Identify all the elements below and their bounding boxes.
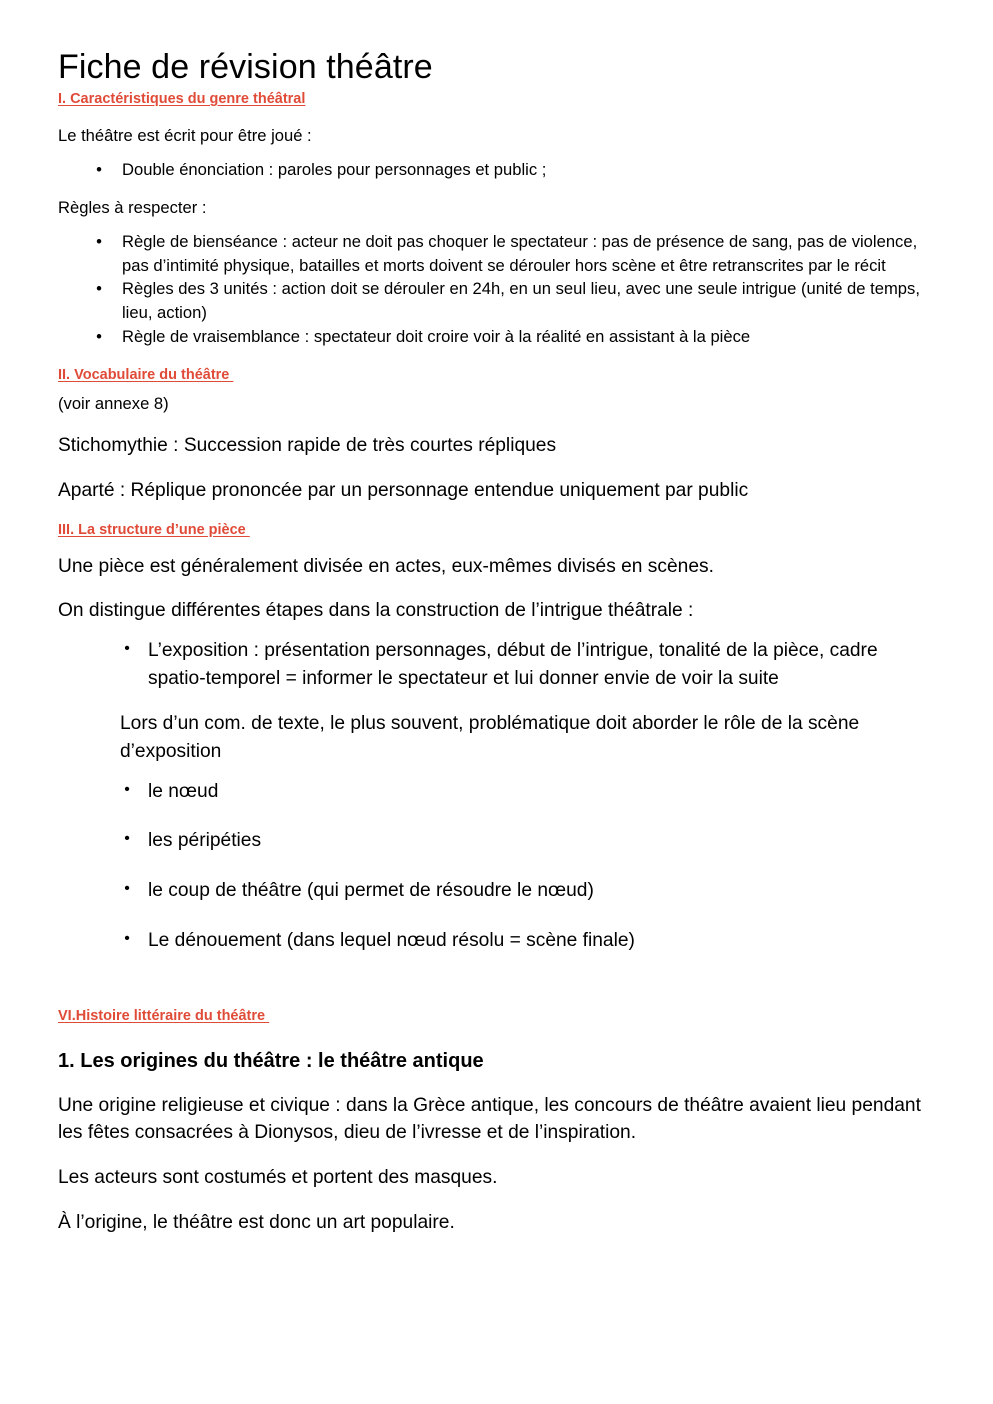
- list-item-label: Le dénouement (dans lequel nœud résolu = scène finale): [148, 930, 635, 952]
- list-item-label: Règle de bienséance : acteur ne doit pas choquer le spectateur : pas de présence de sang, pas de violence, pas d’intimité physique, batailles et morts doivent se dérouler hors scène et être retranscrites par le récit: [122, 232, 918, 275]
- list-item: [58, 827, 935, 855]
- section-6-para-3: À l’origine, le théâtre est donc un art populaire.: [58, 1212, 455, 1234]
- list-item-label: L’exposition : présentation personnages, début de l’intrigue, tonalité de la pièce, cadre spatio-temporel = informer le spectateur et lui donner envie de voir la suite: [148, 640, 878, 690]
- section-1-bullet-list-2: [58, 230, 935, 348]
- list-item: [58, 277, 935, 324]
- bullet-icon: •: [124, 930, 130, 948]
- vocab-entry-stichomythie: Stichomythie : Succession rapide de très courtes répliques: [58, 435, 557, 457]
- section-6-subheading: 1. Les origines du théâtre : le théâtre antique: [58, 1049, 484, 1072]
- bullet-icon: •: [124, 880, 130, 898]
- section-6-para-2: Les acteurs sont costumés et portent des masques.: [58, 1167, 498, 1189]
- list-item: [58, 778, 935, 806]
- section-2-annexe-note: (voir annexe 8): [58, 393, 169, 413]
- section-heading-2: II. Vocabulaire du théâtre: [58, 367, 234, 384]
- bullet-icon: •: [124, 780, 130, 798]
- list-item-label: les péripéties: [148, 830, 262, 852]
- section-3-exposition-list: [58, 637, 935, 693]
- list-item: [58, 877, 935, 905]
- page-title: Fiche de révision théâtre: [58, 48, 433, 86]
- empty-paragraph-spacer: [58, 955, 935, 985]
- section-heading-6-wrap: [58, 1007, 935, 1027]
- vocab-entry-aparte: Aparté : Réplique prononcée par un personnage entendue uniquement par public: [58, 480, 749, 502]
- bullet-icon: •: [96, 160, 102, 180]
- section-heading-3-wrap: [58, 521, 935, 541]
- list-item-label: Double énonciation : paroles pour personnages et public ;: [122, 160, 547, 180]
- section-1-rules-lead: Règles à respecter :: [58, 197, 207, 217]
- section-heading-3: III. La structure d’une pièce: [58, 521, 250, 538]
- section-6-para-1: Une origine religieuse et civique : dans la Grèce antique, les concours de théâtre avaient lieu pendant les fêtes consacrées à Dionysos, dieu de l’ivresse et de l’inspiration.: [58, 1094, 921, 1144]
- list-item: [58, 927, 935, 955]
- section-1-intro: Le théâtre est écrit pour être joué :: [58, 125, 312, 145]
- list-item: [58, 637, 935, 693]
- section-3-para-2: On distingue différentes étapes dans la construction de l’intrigue théâtrale :: [58, 600, 694, 622]
- section-1-bullet-list-1: [58, 158, 935, 182]
- bullet-icon: •: [96, 326, 102, 346]
- list-item-label: le coup de théâtre (qui permet de résoudre le nœud): [148, 880, 594, 902]
- section-3-note: Lors d’un com. de texte, le plus souvent, problématique doit aborder le rôle de la scène d’exposition: [120, 712, 860, 762]
- section-3-para-1: Une pièce est généralement divisée en actes, eux-mêmes divisés en scènes.: [58, 555, 714, 577]
- section-3-steps-list: [58, 778, 935, 955]
- list-item: [58, 158, 935, 182]
- bullet-icon: •: [124, 830, 130, 848]
- section-heading-6: VI.Histoire littéraire du théâtre: [58, 1007, 270, 1024]
- section-heading-1: I. Caractéristiques du genre théâtral: [58, 91, 306, 108]
- section-heading-2-wrap: [58, 366, 935, 386]
- bullet-icon: •: [96, 279, 102, 299]
- section-heading-1-wrap: [58, 90, 935, 110]
- list-item: [58, 325, 935, 349]
- bullet-icon: •: [124, 640, 130, 658]
- list-item-label: le nœud: [148, 780, 219, 802]
- list-item-label: Règles des 3 unités : action doit se dérouler en 24h, en un seul lieu, avec une seule intrigue (unité de temps, lieu, action): [122, 279, 920, 323]
- list-item: [58, 230, 935, 277]
- list-item-label: Règle de vraisemblance : spectateur doit croire voir à la réalité en assistant à la pièce: [122, 326, 751, 346]
- bullet-icon: •: [96, 232, 102, 252]
